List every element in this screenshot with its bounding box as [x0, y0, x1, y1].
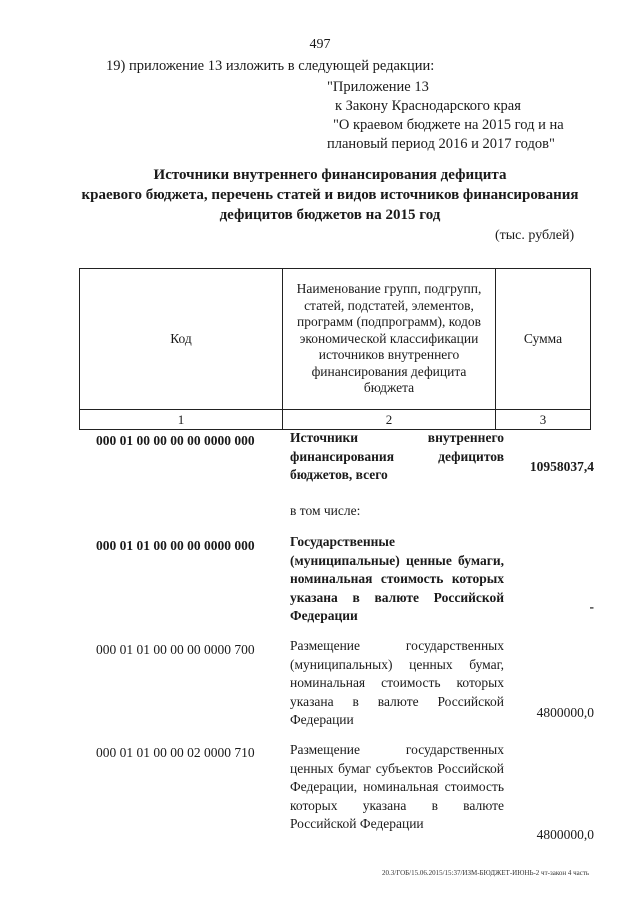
- unit-label: (тыс. рублей): [495, 228, 575, 243]
- appendix-line: "Приложение 13: [327, 79, 429, 95]
- row-code: 000 01 01 00 00 00 0000 000: [96, 538, 255, 553]
- row-code: 000 01 01 00 00 02 0000 710: [96, 745, 255, 760]
- row-name: Государственные (муниципальные) ценные бумаги, номинальная стоимость которых указана в валюте Российской Федерации: [290, 534, 504, 623]
- table-header: [79, 268, 591, 430]
- row-sum: -: [589, 599, 594, 614]
- header-sum: Сумма: [496, 269, 591, 410]
- page-number: 497: [309, 37, 331, 52]
- row-name: в том числе:: [290, 503, 361, 518]
- title-line: краевого бюджета, перечень статей и видов источников финансирования: [81, 187, 579, 203]
- column-number: 3: [496, 410, 591, 430]
- footer-file-reference: 20.3/ГОБ/15.06.2015/15:37/ИЗМ-БЮДЖЕТ-ИЮНЬ-2 чт-закон 4 часть: [382, 869, 590, 877]
- appendix-line: к Закону Краснодарского края: [335, 98, 521, 114]
- intro-text: 19) приложение 13 изложить в следующей редакции:: [106, 58, 435, 74]
- row-name: Размещение государственных ценных бумаг субъектов Российской Федерации, номинальная стоимость которых указана в валюте Российской Федерации: [290, 742, 504, 831]
- row-sum: 4800000,0: [536, 827, 594, 842]
- column-number: 1: [80, 410, 283, 430]
- appendix-line: "О краевом бюджете на 2015 год и на: [333, 117, 564, 133]
- title-line: дефицитов бюджетов на 2015 год: [219, 207, 441, 223]
- document-title: [70, 165, 590, 225]
- column-number: 2: [283, 410, 496, 430]
- row-name: Источники внутреннего финансирования дефицитов бюджетов, всего: [290, 430, 504, 482]
- row-name: Размещение государственных (муниципальных) ценных бумаг, номинальная стоимость которых указана в валюте Российской Федерации: [290, 638, 504, 727]
- header-code: Код: [80, 269, 283, 410]
- header-name: [283, 269, 496, 410]
- row-sum: 10958037,4: [529, 459, 594, 474]
- appendix-line: плановый период 2016 и 2017 годов": [327, 136, 555, 152]
- row-code: 000 01 01 00 00 00 0000 700: [96, 642, 255, 657]
- appendix-reference: [327, 78, 564, 154]
- header-name-text: Наименование групп, подгрупп, статей, подстатей, элементов, программ (подпрограмм), кодов экономической классификации источников внутреннего финансирования дефицита бюджета: [296, 281, 482, 396]
- row-sum: 4800000,0: [536, 705, 594, 720]
- title-line: Источники внутреннего финансирования дефицита: [153, 167, 507, 183]
- row-code: 000 01 00 00 00 00 0000 000: [96, 433, 255, 448]
